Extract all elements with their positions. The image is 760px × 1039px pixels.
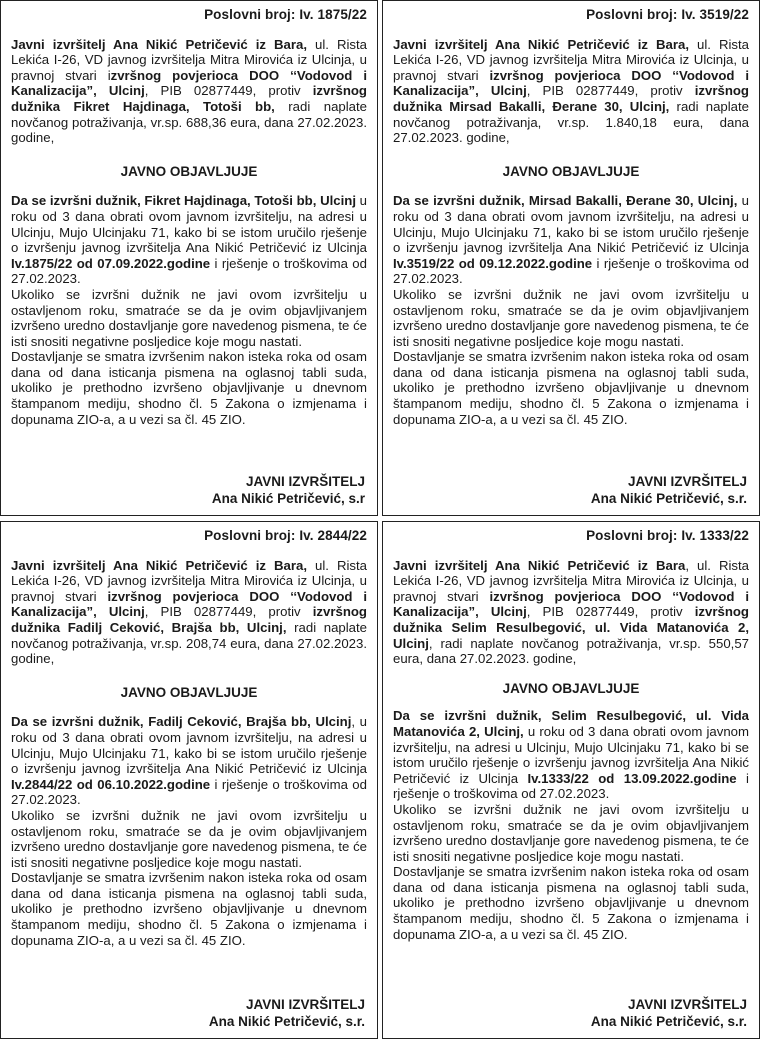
body-paragraph: Da se izvršni dužnik, Fikret Hajdinaga, Totoši bb, Ulcinj u roku od 3 dana obrati ovom javnom izvršitelju, na adresi u Ulcinju, Mujo Ulcinjaku 71, kako bi se istom uručilo rješenje o izvršenju javnog izvršitelja Ana Nikić Petričević iz Ulcinja Iv.1875/22 od 07.09.2022.godine i rješenje o troškovima od 27.02.2023. bbox=[11, 193, 368, 287]
case-number: Poslovni broj: Iv. 1875/22 bbox=[204, 7, 367, 22]
intro-paragraph: Javni izvršitelj Ana Nikić Petričević iz Bara, ul. Rista Lekića I-26, VD javnog izvršitelja Mitra Mirovića iz Ulcinja, u pravnoj stvari izvršnog povjerioca DOO ‘‘Vodovod i Kanalizacija”, Ulcinj, PIB 02877449, protiv izvršnog dužnika Mirsad Bakalli, Đerane 30, Ulcinj, radi naplate novčanog potraživanja, vr.sp. 1.840,18 eura, dana 27.02.2023. godine, bbox=[393, 36, 749, 146]
signature-title: JAVNI IZVRŠITELJ bbox=[245, 474, 365, 489]
signature-title: JAVNI IZVRŠITELJ bbox=[627, 997, 747, 1012]
case-number: Poslovni broj: Iv. 1333/22 bbox=[586, 528, 749, 543]
signature-name: Ana Nikić Petričević, s.r. bbox=[590, 1014, 747, 1029]
delivery-paragraph: Dostavljanje se smatra izvršenim nakon isteka roka od osam dana od dana isticanja pismena na oglasnoj tabli suda, ukoliko je prethodno izvršeno objavljivanje u dnevnom štampanom mediju, shodno čl. 5 Zakona o izmjenama i dopunama ZIO-a, a u vezi sa čl. 45 ZIO. bbox=[393, 349, 749, 427]
signature-name: Ana Nikić Petričević, s.r. bbox=[208, 1014, 365, 1029]
intro-paragraph: Javni izvršitelj Ana Nikić Petričević iz Bara, ul. Rista Lekića I-26, VD javnog izvršitelja Mitra Mirovića iz Ulcinja, u pravnoj stvari izvršnog povjerioca DOO ‘‘Vodovod i Kanalizacija”, Ulcinj, PIB 02877449, protiv izvršnog dužnika Fadilj Ceković, Brajša bb, Ulcinj, radi naplate novčanog potraživanja, vr.sp. 208,74 eura, dana 27.02.2023. godine, bbox=[11, 557, 367, 667]
delivery-paragraph: Dostavljanje se smatra izvršenim nakon isteka roka od osam dana od dana isticanja pismena na oglasnoj tabli suda, ukoliko je prethodno izvršeno objavljivanje u dnevnom štampanom mediju, shodno čl. 5 Zakona o izmjenama i dopunama ZIO-a, a u vezi sa čl. 45 ZIO. bbox=[393, 864, 749, 942]
notice-iv-3519-22 bbox=[382, 0, 760, 516]
delivery-paragraph: Dostavljanje se smatra izvršenim nakon isteka roka od osam dana od dana isticanja pismena na oglasnoj tabli suda, ukoliko je prethodno izvršeno objavljivanje u dnevnom štampanom mediju, shodno čl. 5 Zakona o izmjenama i dopunama ZIO-a, a u vezi sa čl. 45 ZIO. bbox=[11, 870, 367, 948]
body-paragraph: Da se izvršni dužnik, Fadilj Ceković, Brajša bb, Ulcinj, u roku od 3 dana obrati ovom javnom izvršitelju, na adresi u Ulcinju, Mujo Ulcinjaku 71, kako bi se istom uručilo rješenje o izvršenju javnog izvršitelja Ana Nikić Petričević iz Ulcinja Iv.2844/22 od 06.10.2022.godine i rješenje o troškovima od 27.02.2023. bbox=[11, 714, 367, 808]
body-paragraph: Da se izvršni dužnik, Mirsad Bakalli, Đerane 30, Ulcinj, u roku od 3 dana obrati ovom javnom izvršitelju, na adresi u Ulcinju, Mujo Ulcinjaku 71, kako bi se istom uručilo rješenje o izvršenju javnog izvršitelja Ana Nikić Petričević iz Ulcinja Iv.3519/22 od 09.12.2022.godine i rješenje o troškovima od 27.02.2023. bbox=[393, 193, 750, 287]
body-paragraph: Da se izvršni dužnik, Selim Resulbegović, ul. Vida Matanovića 2, Ulcinj, u roku od 3 dana obrati ovom javnom izvršitelju, na adresi u Ulcinju, Mujo Ulcinjaku 71, kako bi se istom uručilo rješenje o izvršenju javnog izvršitelja Ana Nikić Petričević iz Ulcinja Iv.1333/22 od 13.09.2022.godine i rješenje o troškovima od 27.02.2023. bbox=[393, 708, 750, 802]
signature-title: JAVNI IZVRŠITELJ bbox=[627, 474, 747, 489]
notice-heading: JAVNO OBJAVLJUJE bbox=[502, 680, 640, 696]
consequence-paragraph: Ukoliko se izvršni dužnik ne javi ovom izvršitelju u ostavljenom roku, smatraće se da je ovim objavljivanjem izvršeno uredno dostavljanje gore navedenog pismena, te će isti snositi negativne posljedice koje mogu nastati. bbox=[11, 286, 367, 349]
consequence-paragraph: Ukoliko se izvršni dužnik ne javi ovom izvršitelju u ostavljenom roku, smatraće se da je ovim objavljivanjem izvršeno uredno dostavljanje gore navedenog pismena, te će isti snositi negativne posljedice koje mogu nastati. bbox=[393, 801, 749, 864]
notice-heading: JAVNO OBJAVLJUJE bbox=[120, 684, 258, 700]
signature-block bbox=[212, 473, 365, 507]
signature-name: Ana Nikić Petričević, s.r. bbox=[590, 491, 747, 506]
intro-paragraph: Javni izvršitelj Ana Nikić Petričević iz Bara, ul. Rista Lekića I-26, VD javnog izvršitelja Mitra Mirovića iz Ulcinja, u pravnoj stvari izvršnog povjerioca DOO ‘‘Vodovod i Kanalizacija”, Ulcinj, PIB 02877449, protiv izvršnog dužnika Selim Resulbegović, ul. Vida Matanovića 2, Ulcinj, radi naplate novčanog potraživanja, vr.sp. 550,57 eura, dana 27.02.2023. godine, bbox=[393, 557, 750, 667]
notice-heading: JAVNO OBJAVLJUJE bbox=[502, 163, 640, 179]
signature-title: JAVNI IZVRŠITELJ bbox=[245, 997, 365, 1012]
notice-iv-1333-22 bbox=[382, 521, 760, 1039]
signature-block bbox=[591, 473, 747, 507]
notice-heading: JAVNO OBJAVLJUJE bbox=[120, 163, 258, 179]
consequence-paragraph: Ukoliko se izvršni dužnik ne javi ovom izvršitelju u ostavljenom roku, smatraće se da je ovim objavljivanjem izvršeno uredno dostavljanje gore navedenog pismena, te će isti snositi negativne posljedice koje mogu nastati. bbox=[393, 286, 749, 349]
delivery-paragraph: Dostavljanje se smatra izvršenim nakon isteka roka od osam dana od dana isticanja pismena na oglasnoj tabli suda, ukoliko je prethodno izvršeno objavljivanje u dnevnom štampanom mediju, shodno čl. 5 Zakona o izmjenama i dopunama ZIO-a, a u vezi sa čl. 45 ZIO. bbox=[11, 349, 367, 427]
notice-iv-1875-22 bbox=[0, 0, 378, 516]
intro-paragraph: Javni izvršitelj Ana Nikić Petričević iz Bara, ul. Rista Lekića I-26, VD javnog izvršitelja Mitra Mirovića iz Ulcinja, u pravnoj stvari izvršnog povjerioca DOO ‘‘Vodovod i Kanalizacija”, Ulcinj, PIB 02877449, protiv izvršnog dužnika Fikret Hajdinaga, Totoši bb, radi naplate novčanog potraživanja, vr.sp. 688,36 eura, dana 27.02.2023. godine, bbox=[11, 36, 367, 146]
signature-block bbox=[209, 996, 365, 1030]
case-number: Poslovni broj: Iv. 2844/22 bbox=[204, 528, 367, 543]
notice-iv-2844-22 bbox=[0, 521, 378, 1039]
signature-block bbox=[591, 996, 747, 1030]
case-number: Poslovni broj: Iv. 3519/22 bbox=[586, 7, 749, 22]
consequence-paragraph: Ukoliko se izvršni dužnik ne javi ovom izvršitelju u ostavljenom roku, smatraće se da je ovim objavljivanjem izvršeno uredno dostavljanje gore navedenog pismena, te će isti snositi negativne posljedice koje mogu nastati. bbox=[11, 807, 367, 870]
signature-name: Ana Nikić Petričević, s.r bbox=[211, 491, 365, 506]
